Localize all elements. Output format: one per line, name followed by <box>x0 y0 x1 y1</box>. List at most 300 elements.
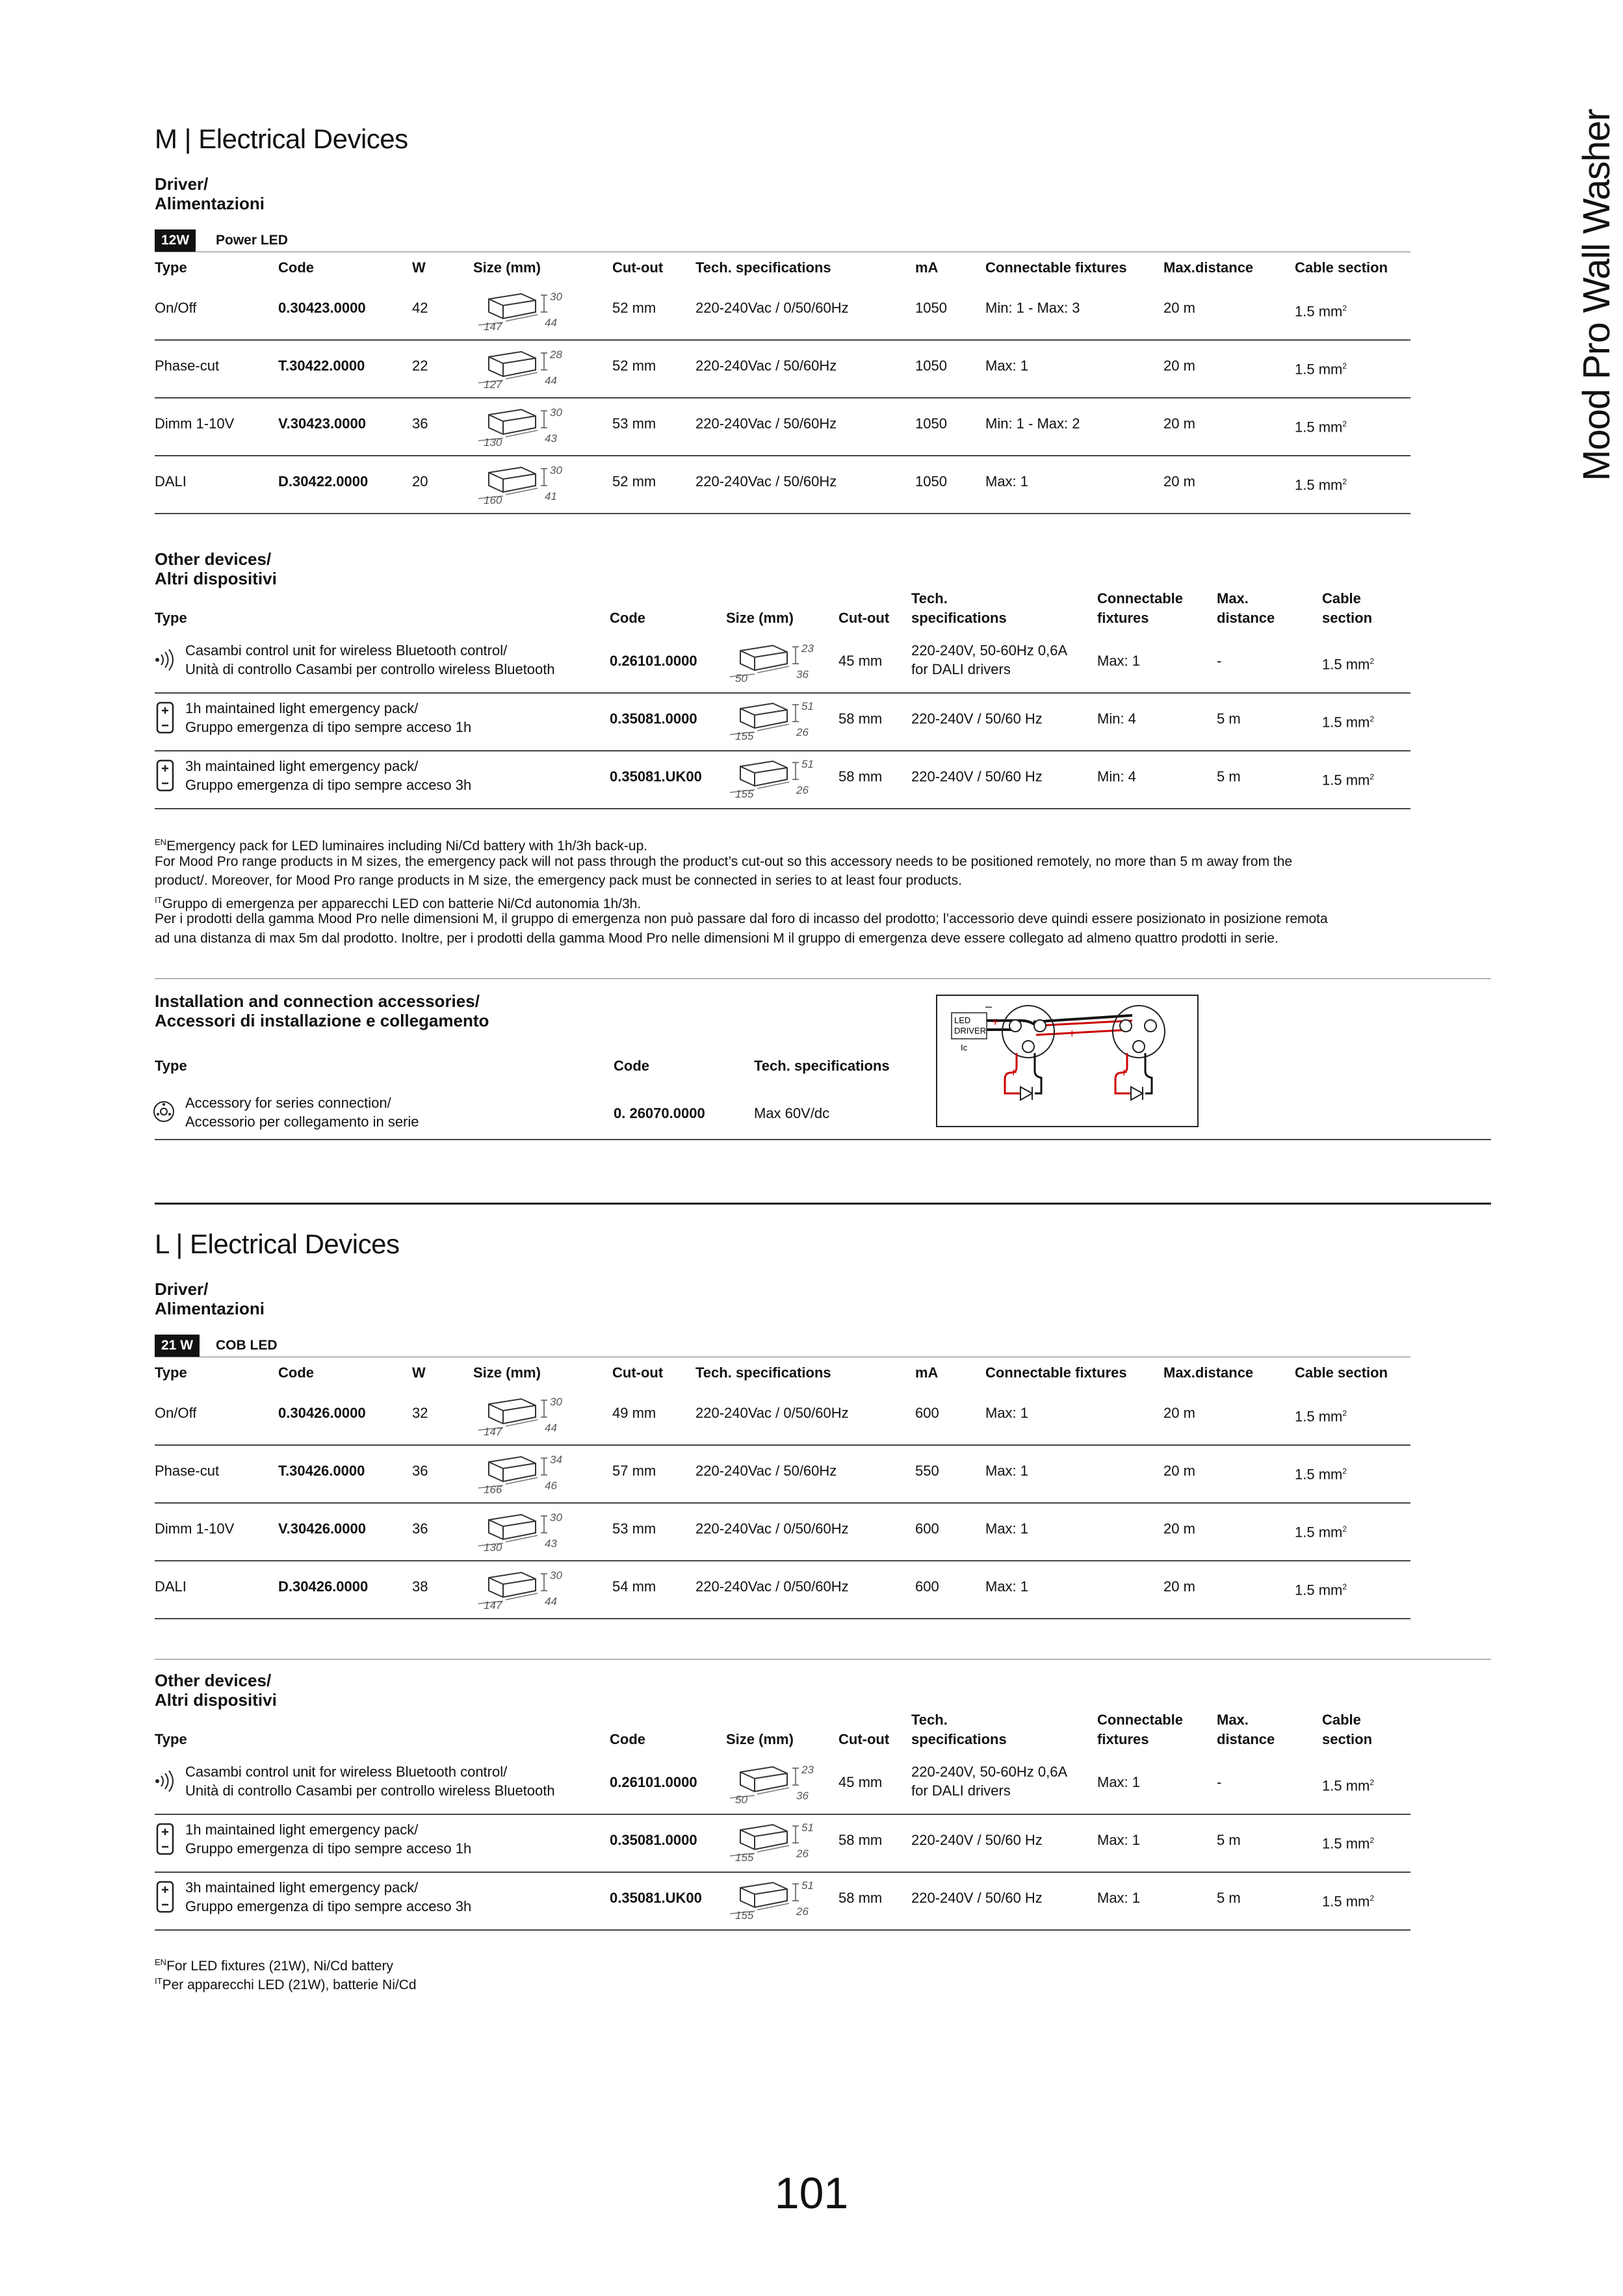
section-title: L | Electrical Devices <box>155 1229 400 1259</box>
row-distance: 20 m <box>1163 300 1195 316</box>
note-line <box>155 871 1494 890</box>
device-name: 3h maintained light emergency pack/ <box>185 1879 419 1896</box>
column-header: Connectable fixtures <box>985 1364 1127 1381</box>
row-ma: 600 <box>915 1578 939 1595</box>
battery-icon <box>153 1822 179 1856</box>
size-box-icon <box>727 1876 831 1923</box>
size-box-icon <box>727 1818 831 1865</box>
superscript-2: 2 <box>1342 419 1347 428</box>
section-title: M | Electrical Devices <box>155 124 408 154</box>
cable-value: 1.5 mm <box>1295 361 1343 378</box>
column-header: mA <box>915 259 939 276</box>
row-code: V.30423.0000 <box>278 415 366 432</box>
column-header: Connectable <box>1097 590 1184 607</box>
svg-text:+: + <box>992 1015 999 1028</box>
device-code: 0.35081.0000 <box>610 1832 697 1848</box>
row-type: On/Off <box>155 1405 197 1421</box>
row-fixtures: Max: 1 <box>985 1405 1029 1421</box>
size-box-icon <box>476 1566 580 1613</box>
row-code: T.30422.0000 <box>278 358 365 374</box>
device-name-it: Unità di controllo Casambi per controllo wireless Bluetooth <box>185 661 555 677</box>
device-distance: 5 m <box>1217 711 1241 727</box>
accessory-name: Accessory for series connection/ <box>185 1095 391 1111</box>
column-header: Cut-out <box>838 1731 890 1747</box>
row-spec: 220-240Vac / 50/60Hz <box>695 358 837 374</box>
row-cable <box>1295 1404 1347 1426</box>
device-spec: 220-240V / 50/60 Hz <box>911 1832 1043 1848</box>
battery-icon <box>153 701 179 735</box>
column-header: distance <box>1217 610 1275 626</box>
dimension-l: 127 <box>484 378 502 391</box>
row-cutout: 53 mm <box>612 415 656 432</box>
dimension-l: 130 <box>484 1541 502 1554</box>
connector-icon <box>152 1095 178 1128</box>
column-header: Max. <box>1217 1712 1249 1728</box>
column-header: Tech. specifications <box>695 259 831 276</box>
device-code: 0.26101.0000 <box>610 1774 697 1790</box>
superscript-2: 2 <box>1342 1582 1347 1591</box>
dimension-l: 155 <box>735 730 754 742</box>
row-cable <box>1295 415 1347 436</box>
column-header: Cut-out <box>612 259 664 276</box>
device-name: 3h maintained light emergency pack/ <box>185 758 419 774</box>
svg-text:+: + <box>1010 1066 1017 1079</box>
row-distance: 20 m <box>1163 1405 1195 1421</box>
note-text: Gruppo di emergenza per apparecchi LED con batterie Ni/Cd autonomia 1h/3h. <box>162 896 642 911</box>
column-header: W <box>412 1364 426 1381</box>
superscript-2: 2 <box>1370 1778 1375 1787</box>
note-text: ad una distanza di max 5m dal prodotto. Inoltre, per i prodotti della gamma Mood Pro nelle dimensioni M il gruppo di emergenza deve essere collegato ad almeno quattro prodotti in serie. <box>155 930 1279 946</box>
section-separator <box>155 1203 1491 1205</box>
other-devices-top-rule <box>155 1659 1491 1660</box>
device-name-it: Gruppo emergenza di tipo sempre acceso 3h <box>185 777 472 793</box>
column-header: Size (mm) <box>726 1731 794 1747</box>
device-cutout: 58 mm <box>838 1890 883 1906</box>
row-type: DALI <box>155 473 187 489</box>
page-number: 101 <box>774 2169 849 2218</box>
row-distance: 20 m <box>1163 1578 1195 1595</box>
device-spec: 220-240V / 50/60 Hz <box>911 711 1043 727</box>
side-title: Mood Pro Wall Washer <box>1576 109 1618 481</box>
device-cable <box>1322 710 1374 731</box>
device-code: 0.35081.UK00 <box>610 1890 702 1906</box>
driver-title: Driver/ <box>155 1279 209 1299</box>
column-header: Type <box>155 1058 187 1074</box>
superscript-2: 2 <box>1342 477 1347 486</box>
device-name: Casambi control unit for wireless Bluetooth control/ <box>185 1764 508 1780</box>
row-code: T.30426.0000 <box>278 1463 365 1479</box>
column-header: Tech. <box>911 590 948 607</box>
superscript-2: 2 <box>1370 714 1375 724</box>
superscript-2: 2 <box>1370 1894 1375 1903</box>
row-distance: 20 m <box>1163 358 1195 374</box>
dimension-l: 155 <box>735 1909 754 1922</box>
column-header: Size (mm) <box>726 610 794 626</box>
superscript-2: 2 <box>1342 1524 1347 1533</box>
row-watt: 36 <box>412 1520 428 1537</box>
note-line <box>155 929 1494 948</box>
device-name-it: Unità di controllo Casambi per controllo wireless Bluetooth <box>185 1782 555 1799</box>
language-marker: EN <box>155 1957 167 1967</box>
size-box-icon <box>476 287 580 334</box>
driver-title-it: Alimentazioni <box>155 194 265 213</box>
row-watt: 36 <box>412 1463 428 1479</box>
device-cable <box>1322 768 1374 789</box>
cable-value: 1.5 mm <box>1295 476 1343 493</box>
row-cutout: 53 mm <box>612 1520 656 1537</box>
row-distance: 20 m <box>1163 415 1195 432</box>
column-header: Max.distance <box>1163 259 1254 276</box>
note-text: For Mood Pro range products in M sizes, the emergency pack will not pass through the product’s cut-out so this accessory needs to be positioned remotely, no more than 5 m away from the <box>155 854 1293 869</box>
row-ma: 550 <box>915 1463 939 1479</box>
row-divider <box>155 455 1410 456</box>
row-type: DALI <box>155 1578 187 1595</box>
row-fixtures: Max: 1 <box>985 1578 1029 1595</box>
row-spec: 220-240Vac / 0/50/60Hz <box>695 1405 849 1421</box>
dimension-h: 30 <box>550 1396 562 1408</box>
row-divider <box>155 397 1410 398</box>
row-cable <box>1295 473 1347 494</box>
dimension-d: 43 <box>545 1537 557 1550</box>
column-header: section <box>1322 1731 1373 1747</box>
row-watt: 36 <box>412 415 428 432</box>
device-name: 1h maintained light emergency pack/ <box>185 1821 419 1838</box>
dimension-h: 30 <box>550 464 562 476</box>
row-spec: 220-240Vac / 50/60Hz <box>695 1463 837 1479</box>
dimension-h: 30 <box>550 291 562 303</box>
row-spec: 220-240Vac / 0/50/60Hz <box>695 1520 849 1537</box>
row-spec: 220-240Vac / 50/60Hz <box>695 473 837 489</box>
dimension-l: 147 <box>484 1599 502 1611</box>
dimension-d: 36 <box>796 668 809 681</box>
dimension-l: 155 <box>735 788 754 800</box>
row-ma: 600 <box>915 1520 939 1537</box>
cable-value: 1.5 mm <box>1295 419 1343 436</box>
column-header: Connectable fixtures <box>985 259 1127 276</box>
row-type: Dimm 1-10V <box>155 1520 235 1537</box>
device-cutout: 45 mm <box>838 1774 883 1790</box>
device-cable <box>1322 652 1374 673</box>
other-devices-title-it: Altri dispositivi <box>155 569 277 588</box>
row-divider <box>155 808 1410 809</box>
column-header: Type <box>155 1731 187 1747</box>
row-spec: 220-240Vac / 50/60Hz <box>695 415 837 432</box>
row-divider <box>155 1618 1410 1619</box>
size-box-icon <box>476 1450 580 1497</box>
dimension-h: 34 <box>550 1454 562 1466</box>
device-fixtures: Max: 1 <box>1097 653 1141 669</box>
column-header: Tech. specifications <box>754 1058 890 1074</box>
column-header: Code <box>278 259 314 276</box>
wiring-diagram-drawing <box>937 996 1197 1126</box>
dimension-h: 30 <box>550 1569 562 1582</box>
dimension-h: 30 <box>550 1511 562 1524</box>
row-fixtures: Max: 1 <box>985 473 1029 489</box>
column-header: Size (mm) <box>473 259 541 276</box>
row-cable <box>1295 357 1347 378</box>
driver-title: Driver/ <box>155 174 209 194</box>
size-box-icon <box>727 755 831 802</box>
device-spec-2: for DALI drivers <box>911 1782 1011 1799</box>
device-fixtures: Max: 1 <box>1097 1832 1141 1848</box>
dimension-h: 28 <box>550 348 562 361</box>
row-spec: 220-240Vac / 0/50/60Hz <box>695 1578 849 1595</box>
dimension-d: 26 <box>796 784 809 796</box>
size-box-icon <box>727 639 831 686</box>
cable-value: 1.5 mm <box>1295 1524 1343 1541</box>
size-box-icon <box>476 403 580 450</box>
row-divider <box>155 692 1410 694</box>
device-fixtures: Max: 1 <box>1097 1890 1141 1906</box>
device-spec: 220-240V / 50/60 Hz <box>911 768 1043 785</box>
row-fixtures: Max: 1 <box>985 1520 1029 1537</box>
dimension-h: 51 <box>801 1879 814 1892</box>
row-cable <box>1295 1520 1347 1541</box>
row-cable <box>1295 1462 1347 1483</box>
row-divider <box>155 1444 1410 1446</box>
dimension-d: 36 <box>796 1790 809 1802</box>
row-ma: 1050 <box>915 473 947 489</box>
row-type: On/Off <box>155 300 197 316</box>
superscript-2: 2 <box>1370 772 1375 781</box>
row-cutout: 54 mm <box>612 1578 656 1595</box>
row-divider <box>155 1502 1410 1504</box>
device-name-it: Gruppo emergenza di tipo sempre acceso 1h <box>185 719 472 735</box>
dimension-l: 147 <box>484 1426 502 1438</box>
device-name: 1h maintained light emergency pack/ <box>185 700 419 716</box>
row-divider <box>155 1929 1410 1931</box>
row-ma: 1050 <box>915 300 947 316</box>
device-name: Casambi control unit for wireless Bluetooth control/ <box>185 642 508 659</box>
superscript-2: 2 <box>1342 304 1347 313</box>
dimension-d: 43 <box>545 432 557 445</box>
dimension-l: 147 <box>484 320 502 333</box>
column-header: specifications <box>911 610 1007 626</box>
device-cable <box>1322 1773 1374 1795</box>
column-header: Tech. <box>911 1712 948 1728</box>
column-header: W <box>412 259 426 276</box>
row-code: D.30422.0000 <box>278 473 369 489</box>
column-header: Type <box>155 1364 187 1381</box>
row-code: 0.30426.0000 <box>278 1405 366 1421</box>
row-distance: 20 m <box>1163 1520 1195 1537</box>
svg-text:–: – <box>985 1000 993 1013</box>
row-cutout: 52 mm <box>612 358 656 374</box>
cable-value: 1.5 mm <box>1295 1466 1343 1483</box>
row-divider <box>155 750 1410 751</box>
row-watt: 22 <box>412 358 428 374</box>
row-divider <box>155 339 1410 341</box>
column-header: section <box>1322 610 1373 626</box>
other-devices-title: Other devices/ <box>155 549 272 569</box>
device-distance: - <box>1217 653 1222 669</box>
row-code: D.30426.0000 <box>278 1578 369 1595</box>
dimension-d: 44 <box>545 1422 557 1434</box>
note-line <box>155 852 1494 871</box>
dimension-h: 23 <box>801 642 814 655</box>
dimension-h: 30 <box>550 406 562 419</box>
column-header: Connectable <box>1097 1712 1184 1728</box>
bluetooth-icon <box>153 1764 179 1798</box>
device-code: 0.35081.0000 <box>610 711 697 727</box>
battery-icon <box>153 1880 179 1914</box>
svg-text:+: + <box>1069 1027 1076 1040</box>
bluetooth-icon <box>153 643 179 677</box>
device-distance: 5 m <box>1217 1832 1241 1848</box>
note-text: product/. Moreover, for Mood Pro range products in M size, the emergency pack must be connected in series to at least four products. <box>155 873 962 888</box>
superscript-2: 2 <box>1342 1467 1347 1476</box>
accessory-code: 0. 26070.0000 <box>614 1105 705 1121</box>
row-code: 0.30423.0000 <box>278 300 366 316</box>
row-distance: 20 m <box>1163 1463 1195 1479</box>
row-distance: 20 m <box>1163 473 1195 489</box>
dimension-d: 44 <box>545 374 557 387</box>
row-type: Dimm 1-10V <box>155 415 235 432</box>
column-header: mA <box>915 1364 939 1381</box>
dimension-l: 130 <box>484 436 502 449</box>
other-devices-title: Other devices/ <box>155 1671 272 1690</box>
dimension-h: 51 <box>801 700 814 712</box>
device-cutout: 58 mm <box>838 711 883 727</box>
superscript-2: 2 <box>1342 361 1347 371</box>
language-marker: IT <box>155 894 162 905</box>
install-top-rule <box>155 978 1491 979</box>
row-type: Phase-cut <box>155 1463 220 1479</box>
column-header: Type <box>155 259 187 276</box>
row-ma: 1050 <box>915 358 947 374</box>
row-watt: 38 <box>412 1578 428 1595</box>
row-ma: 600 <box>915 1405 939 1421</box>
accessory-name-it: Accessorio per collegamento in serie <box>185 1114 419 1130</box>
dimension-d: 46 <box>545 1480 557 1492</box>
column-header: Cable <box>1322 590 1361 607</box>
install-title-it: Accessori di installazione e collegamento <box>155 1011 489 1030</box>
install-bottom-rule <box>155 1139 1491 1140</box>
dimension-d: 44 <box>545 1595 557 1608</box>
language-marker: IT <box>155 1976 162 1986</box>
power-badge-label: Power LED <box>216 233 288 248</box>
cable-value: 1.5 mm <box>1322 1893 1370 1910</box>
device-cutout: 58 mm <box>838 1832 883 1848</box>
row-cutout: 52 mm <box>612 300 656 316</box>
row-watt: 32 <box>412 1405 428 1421</box>
column-header: Code <box>610 610 645 626</box>
cable-value: 1.5 mm <box>1295 303 1343 320</box>
power-badge: 12W <box>155 229 196 252</box>
cable-value: 1.5 mm <box>1295 1408 1343 1425</box>
device-name-it: Gruppo emergenza di tipo sempre acceso 1h <box>185 1840 472 1857</box>
cable-value: 1.5 mm <box>1322 772 1370 789</box>
cable-value: 1.5 mm <box>1295 1582 1343 1598</box>
cable-value: 1.5 mm <box>1322 714 1370 731</box>
device-spec: 220-240V / 50/60 Hz <box>911 1890 1043 1906</box>
note-text: Emergency pack for LED luminaires including Ni/Cd battery with 1h/3h back-up. <box>166 839 648 854</box>
column-header: specifications <box>911 1731 1007 1747</box>
power-badge-label: COB LED <box>216 1338 278 1353</box>
row-watt: 42 <box>412 300 428 316</box>
size-box-icon <box>727 697 831 744</box>
column-header: Cable section <box>1295 259 1388 276</box>
accessory-spec: Max 60V/dc <box>754 1105 830 1121</box>
install-title: Installation and connection accessories/ <box>155 991 480 1011</box>
column-header: Code <box>614 1058 649 1074</box>
device-cutout: 45 mm <box>838 653 883 669</box>
other-devices-title-it: Altri dispositivi <box>155 1690 277 1710</box>
column-header: Code <box>278 1364 314 1381</box>
column-header: Cut-out <box>838 610 890 626</box>
note-line <box>155 1972 1494 1994</box>
cable-value: 1.5 mm <box>1322 1777 1370 1794</box>
column-header: Max. <box>1217 590 1249 607</box>
column-header: Cable <box>1322 1712 1361 1728</box>
size-box-icon <box>476 1508 580 1555</box>
dimension-h: 51 <box>801 1821 814 1834</box>
column-header: fixtures <box>1097 1731 1149 1747</box>
row-watt: 20 <box>412 473 428 489</box>
wiring-diagram <box>936 995 1199 1127</box>
superscript-2: 2 <box>1370 657 1375 666</box>
device-cable <box>1322 1831 1374 1853</box>
row-code: V.30426.0000 <box>278 1520 366 1537</box>
row-divider <box>155 513 1410 514</box>
column-header: fixtures <box>1097 610 1149 626</box>
note-text: Per i prodotti della gamma Mood Pro nelle dimensioni M, il gruppo di emergenza non può passare dal foro di incasso del prodotto; l’accessorio deve quindi essere posizionato in posizione remota <box>155 911 1328 926</box>
row-ma: 1050 <box>915 415 947 432</box>
device-name-it: Gruppo emergenza di tipo sempre acceso 3h <box>185 1898 472 1914</box>
device-cable <box>1322 1889 1374 1911</box>
row-cutout: 52 mm <box>612 473 656 489</box>
note-line <box>155 909 1494 928</box>
note-text: For LED fixtures (21W), Ni/Cd battery <box>166 1959 393 1974</box>
dimension-l: 50 <box>735 672 747 685</box>
row-cable <box>1295 299 1347 320</box>
row-spec: 220-240Vac / 0/50/60Hz <box>695 300 849 316</box>
size-box-icon <box>727 1760 831 1807</box>
row-type: Phase-cut <box>155 358 220 374</box>
diagram-label: LED <box>954 1015 971 1025</box>
dimension-l: 160 <box>484 494 502 506</box>
column-header: Cable section <box>1295 1364 1388 1381</box>
device-fixtures: Min: 4 <box>1097 768 1136 785</box>
superscript-2: 2 <box>1342 1409 1347 1418</box>
dimension-d: 41 <box>545 490 557 502</box>
row-cutout: 49 mm <box>612 1405 656 1421</box>
dimension-h: 23 <box>801 1764 814 1776</box>
device-fixtures: Min: 4 <box>1097 711 1136 727</box>
cable-value: 1.5 mm <box>1322 656 1370 673</box>
dimension-d: 26 <box>796 1905 809 1918</box>
superscript-2: 2 <box>1370 1836 1375 1845</box>
dimension-d: 26 <box>796 726 809 738</box>
device-code: 0.26101.0000 <box>610 653 697 669</box>
row-cable <box>1295 1578 1347 1599</box>
dimension-d: 26 <box>796 1847 809 1860</box>
column-header: Max.distance <box>1163 1364 1254 1381</box>
row-fixtures: Max: 1 <box>985 1463 1029 1479</box>
row-fixtures: Min: 1 - Max: 2 <box>985 415 1080 432</box>
device-code: 0.35081.UK00 <box>610 768 702 785</box>
driver-title-it: Alimentazioni <box>155 1299 265 1318</box>
svg-text:+: + <box>1121 1066 1128 1079</box>
column-header: Code <box>610 1731 645 1747</box>
device-distance: 5 m <box>1217 1890 1241 1906</box>
column-header: Size (mm) <box>473 1364 541 1381</box>
size-box-icon <box>476 1392 580 1439</box>
row-divider <box>155 1872 1410 1873</box>
dimension-d: 44 <box>545 317 557 329</box>
size-box-icon <box>476 345 580 392</box>
device-distance: - <box>1217 1774 1222 1790</box>
